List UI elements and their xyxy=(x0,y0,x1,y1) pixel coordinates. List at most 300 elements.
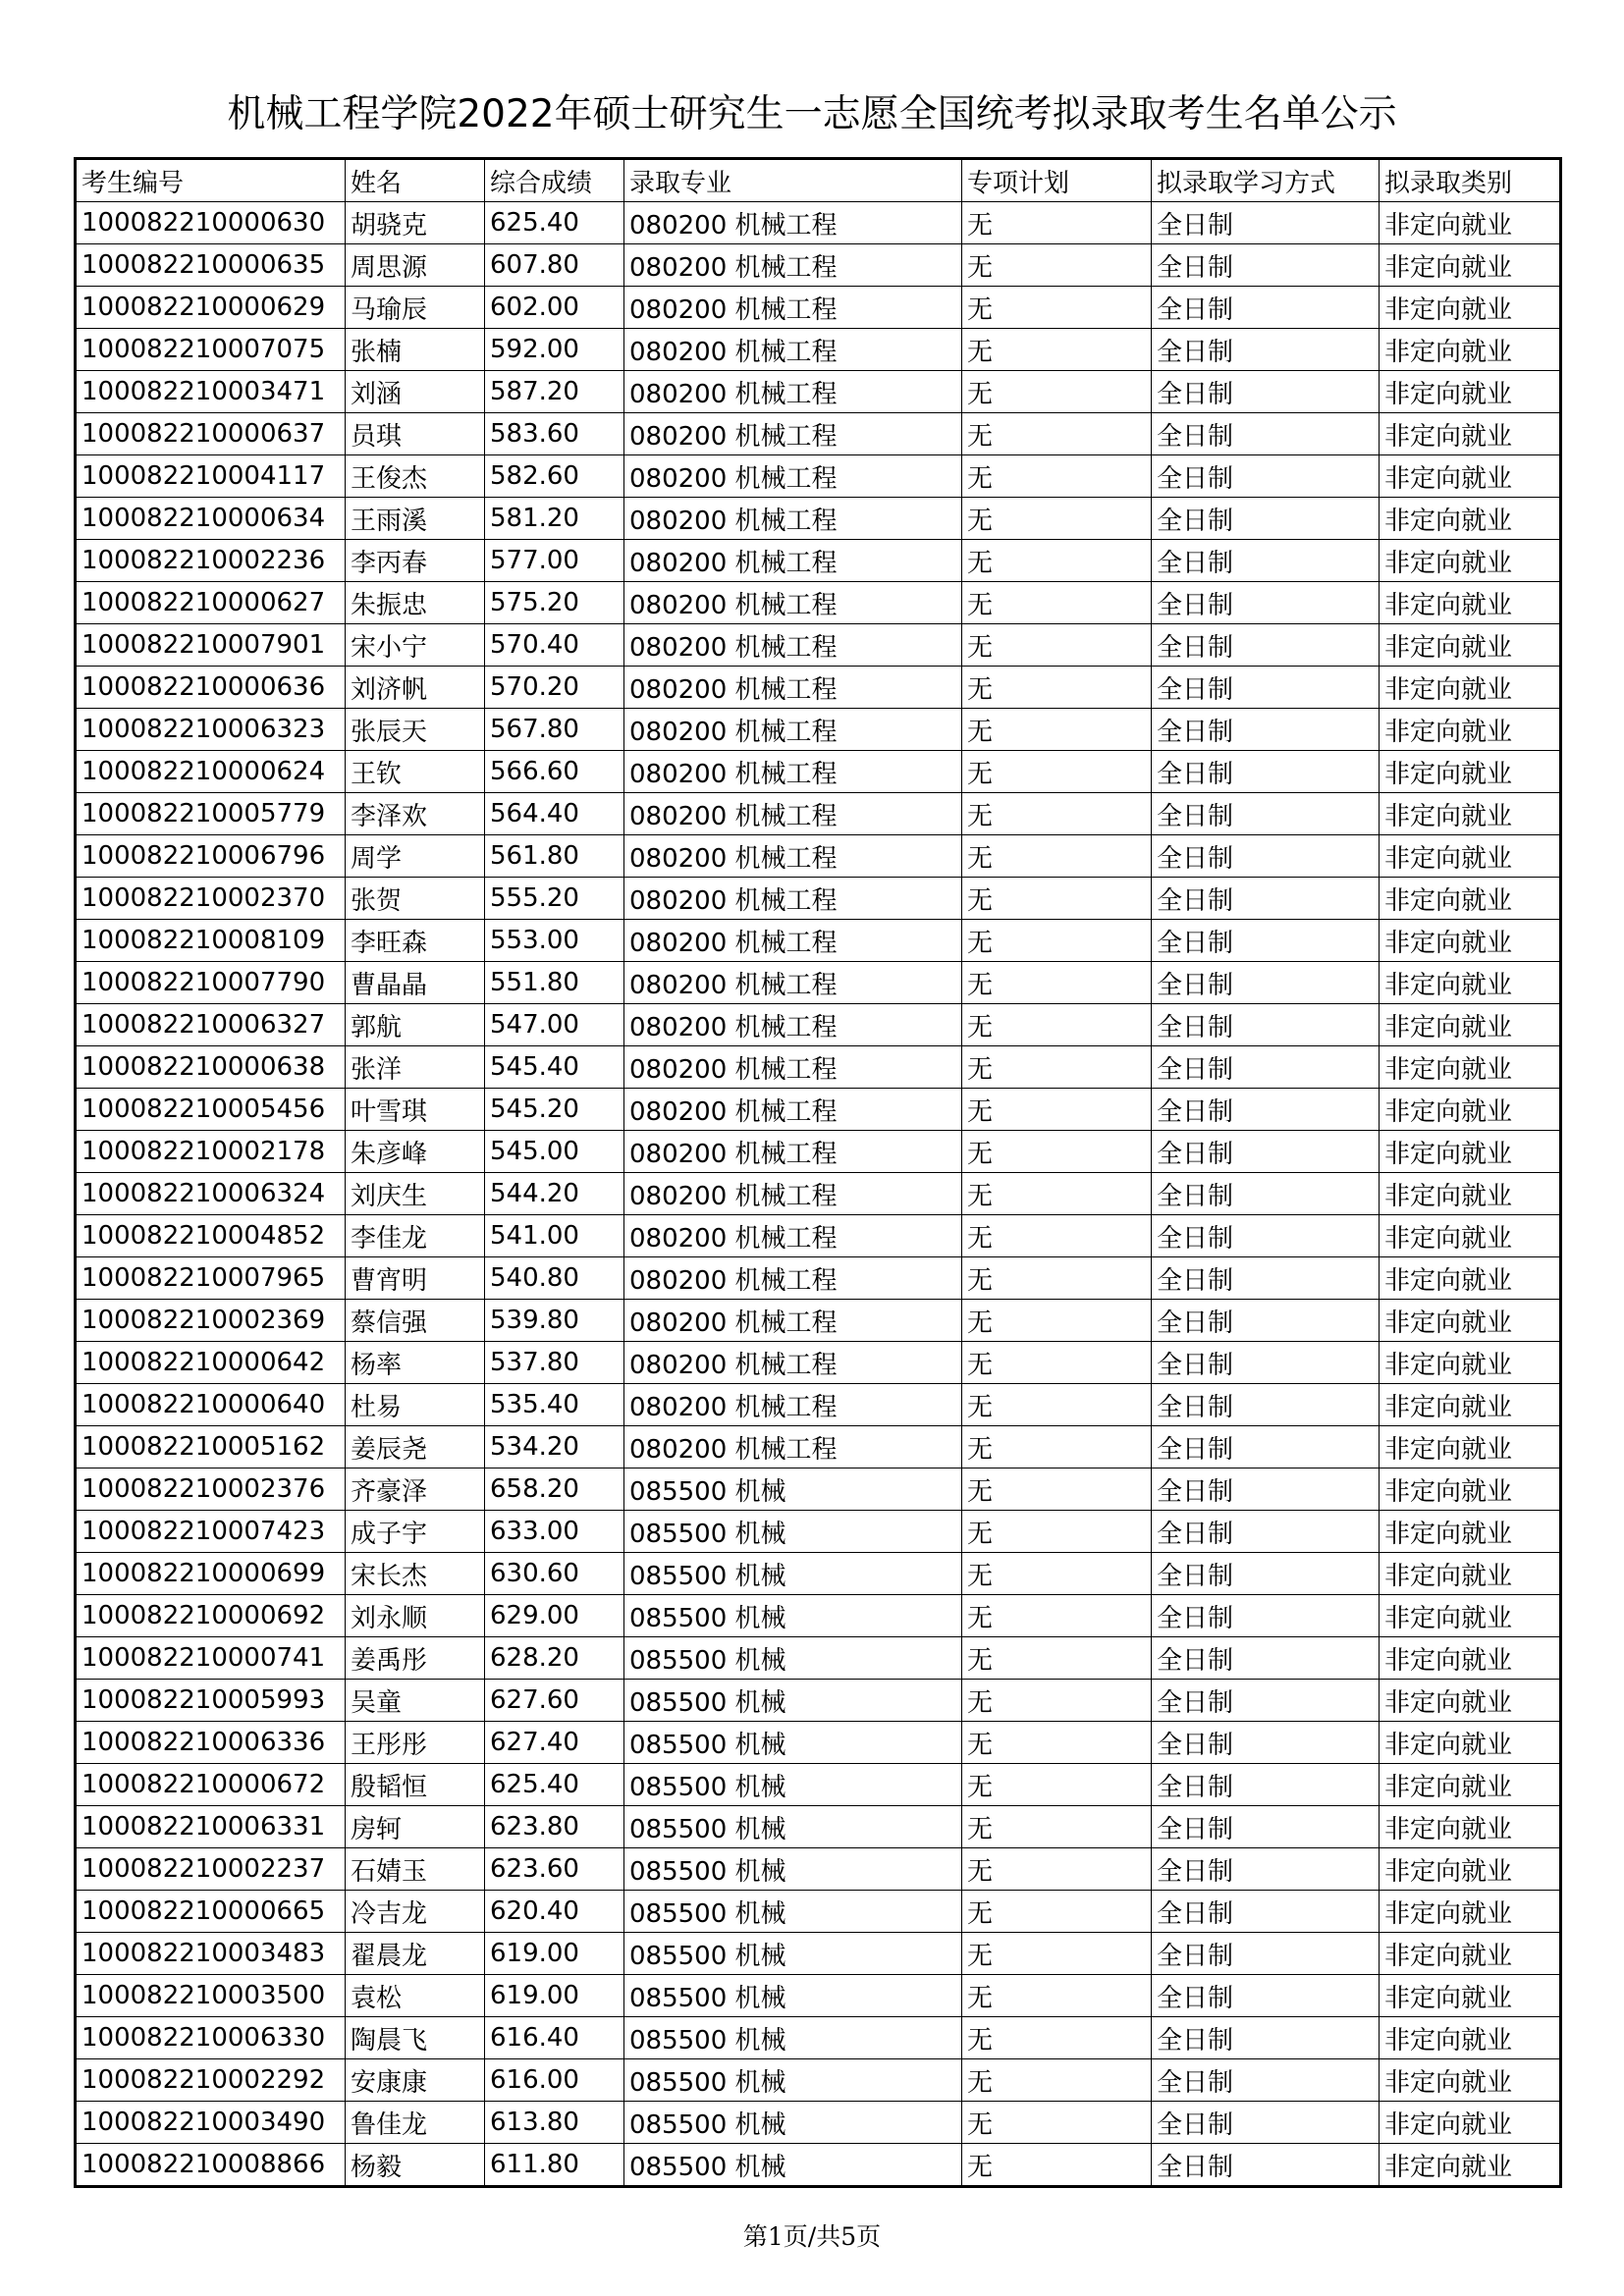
cell-name: 张楠 xyxy=(346,329,485,371)
cell-total-score: 545.20 xyxy=(485,1089,624,1131)
cell-admission-category: 非定向就业 xyxy=(1380,793,1561,835)
cell-study-mode: 全日制 xyxy=(1152,624,1380,667)
cell-major: 080200 机械工程 xyxy=(624,287,962,329)
cell-major: 080200 机械工程 xyxy=(624,1257,962,1300)
table-row xyxy=(76,1046,1561,1089)
cell-name: 王雨溪 xyxy=(346,498,485,540)
cell-study-mode: 全日制 xyxy=(1152,2144,1380,2187)
table-row xyxy=(76,1975,1561,2017)
cell-major: 085500 机械 xyxy=(624,1637,962,1680)
cell-admission-category: 非定向就业 xyxy=(1380,244,1561,287)
cell-candidate-id: 100082210007790 xyxy=(76,962,346,1004)
table-header-row xyxy=(76,159,1561,202)
cell-special-plan: 无 xyxy=(962,1806,1152,1848)
cell-name: 刘涵 xyxy=(346,371,485,413)
cell-admission-category: 非定向就业 xyxy=(1380,667,1561,709)
cell-name: 员琪 xyxy=(346,413,485,455)
table-row xyxy=(76,2017,1561,2059)
table-row xyxy=(76,667,1561,709)
cell-candidate-id: 100082210000672 xyxy=(76,1764,346,1806)
cell-major: 080200 机械工程 xyxy=(624,624,962,667)
cell-major: 080200 机械工程 xyxy=(624,1300,962,1342)
table-row xyxy=(76,709,1561,751)
cell-name: 曹晶晶 xyxy=(346,962,485,1004)
table-row xyxy=(76,1891,1561,1933)
cell-special-plan: 无 xyxy=(962,2102,1152,2144)
cell-candidate-id: 100082210000665 xyxy=(76,1891,346,1933)
cell-total-score: 658.20 xyxy=(485,1468,624,1511)
cell-candidate-id: 100082210002376 xyxy=(76,1468,346,1511)
cell-total-score: 577.00 xyxy=(485,540,624,582)
cell-special-plan: 无 xyxy=(962,1173,1152,1215)
table-row xyxy=(76,962,1561,1004)
column-header-candidate-id: 考生编号 xyxy=(76,159,346,202)
cell-special-plan: 无 xyxy=(962,667,1152,709)
cell-name: 王俊杰 xyxy=(346,455,485,498)
cell-special-plan: 无 xyxy=(962,244,1152,287)
cell-total-score: 545.00 xyxy=(485,1131,624,1173)
cell-special-plan: 无 xyxy=(962,878,1152,920)
cell-candidate-id: 100082210003483 xyxy=(76,1933,346,1975)
cell-total-score: 619.00 xyxy=(485,1933,624,1975)
cell-total-score: 566.60 xyxy=(485,751,624,793)
cell-special-plan: 无 xyxy=(962,1468,1152,1511)
cell-total-score: 570.20 xyxy=(485,667,624,709)
cell-admission-category: 非定向就业 xyxy=(1380,1046,1561,1089)
cell-special-plan: 无 xyxy=(962,1257,1152,1300)
cell-total-score: 537.80 xyxy=(485,1342,624,1384)
cell-special-plan: 无 xyxy=(962,2059,1152,2102)
cell-admission-category: 非定向就业 xyxy=(1380,287,1561,329)
cell-name: 殷韬恒 xyxy=(346,1764,485,1806)
cell-admission-category: 非定向就业 xyxy=(1380,1975,1561,2017)
cell-study-mode: 全日制 xyxy=(1152,1257,1380,1300)
cell-name: 陶晨飞 xyxy=(346,2017,485,2059)
cell-special-plan: 无 xyxy=(962,1553,1152,1595)
cell-candidate-id: 100082210002236 xyxy=(76,540,346,582)
cell-name: 叶雪琪 xyxy=(346,1089,485,1131)
cell-total-score: 616.00 xyxy=(485,2059,624,2102)
cell-candidate-id: 100082210000692 xyxy=(76,1595,346,1637)
table-row xyxy=(76,1511,1561,1553)
cell-special-plan: 无 xyxy=(962,413,1152,455)
cell-special-plan: 无 xyxy=(962,329,1152,371)
table-row xyxy=(76,624,1561,667)
cell-study-mode: 全日制 xyxy=(1152,1764,1380,1806)
cell-study-mode: 全日制 xyxy=(1152,920,1380,962)
cell-total-score: 587.20 xyxy=(485,371,624,413)
cell-study-mode: 全日制 xyxy=(1152,1891,1380,1933)
cell-major: 080200 机械工程 xyxy=(624,920,962,962)
cell-name: 郭航 xyxy=(346,1004,485,1046)
cell-admission-category: 非定向就业 xyxy=(1380,1426,1561,1468)
table-row xyxy=(76,2102,1561,2144)
cell-admission-category: 非定向就业 xyxy=(1380,498,1561,540)
cell-major: 080200 机械工程 xyxy=(624,329,962,371)
cell-total-score: 564.40 xyxy=(485,793,624,835)
cell-total-score: 616.40 xyxy=(485,2017,624,2059)
cell-name: 周思源 xyxy=(346,244,485,287)
cell-major: 085500 机械 xyxy=(624,2017,962,2059)
cell-candidate-id: 100082210000638 xyxy=(76,1046,346,1089)
cell-candidate-id: 100082210003490 xyxy=(76,2102,346,2144)
cell-candidate-id: 100082210006324 xyxy=(76,1173,346,1215)
table-row xyxy=(76,582,1561,624)
cell-major: 080200 机械工程 xyxy=(624,413,962,455)
cell-major: 080200 机械工程 xyxy=(624,1426,962,1468)
cell-major: 080200 机械工程 xyxy=(624,1131,962,1173)
cell-special-plan: 无 xyxy=(962,1933,1152,1975)
cell-study-mode: 全日制 xyxy=(1152,1722,1380,1764)
cell-name: 李泽欢 xyxy=(346,793,485,835)
table-row xyxy=(76,920,1561,962)
cell-study-mode: 全日制 xyxy=(1152,582,1380,624)
cell-candidate-id: 100082210005993 xyxy=(76,1680,346,1722)
cell-candidate-id: 100082210000642 xyxy=(76,1342,346,1384)
cell-study-mode: 全日制 xyxy=(1152,1384,1380,1426)
page-number: 第1页/共5页 xyxy=(742,2222,882,2251)
cell-name: 杨率 xyxy=(346,1342,485,1384)
column-header-admission-category: 拟录取类别 xyxy=(1380,159,1561,202)
cell-major: 080200 机械工程 xyxy=(624,1342,962,1384)
column-header-total-score: 综合成绩 xyxy=(485,159,624,202)
cell-total-score: 633.00 xyxy=(485,1511,624,1553)
cell-total-score: 539.80 xyxy=(485,1300,624,1342)
cell-special-plan: 无 xyxy=(962,1764,1152,1806)
cell-candidate-id: 100082210004117 xyxy=(76,455,346,498)
cell-admission-category: 非定向就业 xyxy=(1380,582,1561,624)
table-row xyxy=(76,244,1561,287)
cell-study-mode: 全日制 xyxy=(1152,1468,1380,1511)
cell-total-score: 553.00 xyxy=(485,920,624,962)
cell-study-mode: 全日制 xyxy=(1152,1553,1380,1595)
cell-major: 085500 机械 xyxy=(624,2059,962,2102)
cell-name: 安康康 xyxy=(346,2059,485,2102)
cell-admission-category: 非定向就业 xyxy=(1380,413,1561,455)
cell-total-score: 547.00 xyxy=(485,1004,624,1046)
cell-special-plan: 无 xyxy=(962,962,1152,1004)
table-row xyxy=(76,202,1561,244)
cell-study-mode: 全日制 xyxy=(1152,329,1380,371)
cell-total-score: 602.00 xyxy=(485,287,624,329)
cell-special-plan: 无 xyxy=(962,540,1152,582)
cell-name: 刘济帆 xyxy=(346,667,485,709)
table-row xyxy=(76,878,1561,920)
cell-special-plan: 无 xyxy=(962,498,1152,540)
cell-name: 石婧玉 xyxy=(346,1848,485,1891)
cell-admission-category: 非定向就业 xyxy=(1380,2017,1561,2059)
cell-special-plan: 无 xyxy=(962,1595,1152,1637)
cell-study-mode: 全日制 xyxy=(1152,751,1380,793)
cell-name: 杜易 xyxy=(346,1384,485,1426)
cell-admission-category: 非定向就业 xyxy=(1380,962,1561,1004)
cell-total-score: 620.40 xyxy=(485,1891,624,1933)
cell-special-plan: 无 xyxy=(962,202,1152,244)
cell-study-mode: 全日制 xyxy=(1152,1300,1380,1342)
table-row xyxy=(76,1933,1561,1975)
admission-list-table xyxy=(74,157,1562,2188)
table-row xyxy=(76,835,1561,878)
cell-name: 蔡信强 xyxy=(346,1300,485,1342)
cell-admission-category: 非定向就业 xyxy=(1380,1215,1561,1257)
cell-total-score: 619.00 xyxy=(485,1975,624,2017)
cell-study-mode: 全日制 xyxy=(1152,455,1380,498)
cell-name: 周学 xyxy=(346,835,485,878)
cell-study-mode: 全日制 xyxy=(1152,709,1380,751)
cell-candidate-id: 100082210000699 xyxy=(76,1553,346,1595)
cell-name: 宋长杰 xyxy=(346,1553,485,1595)
table-body xyxy=(76,202,1561,2187)
cell-candidate-id: 100082210006323 xyxy=(76,709,346,751)
cell-total-score: 611.80 xyxy=(485,2144,624,2187)
cell-study-mode: 全日制 xyxy=(1152,371,1380,413)
cell-admission-category: 非定向就业 xyxy=(1380,1173,1561,1215)
table-row xyxy=(76,1384,1561,1426)
table-row xyxy=(76,1468,1561,1511)
cell-study-mode: 全日制 xyxy=(1152,287,1380,329)
cell-major: 080200 机械工程 xyxy=(624,667,962,709)
cell-major: 080200 机械工程 xyxy=(624,498,962,540)
cell-name: 成子宇 xyxy=(346,1511,485,1553)
cell-admission-category: 非定向就业 xyxy=(1380,1300,1561,1342)
cell-admission-category: 非定向就业 xyxy=(1380,455,1561,498)
cell-special-plan: 无 xyxy=(962,709,1152,751)
cell-total-score: 628.20 xyxy=(485,1637,624,1680)
cell-study-mode: 全日制 xyxy=(1152,202,1380,244)
cell-admission-category: 非定向就业 xyxy=(1380,624,1561,667)
cell-special-plan: 无 xyxy=(962,1131,1152,1173)
cell-study-mode: 全日制 xyxy=(1152,1089,1380,1131)
cell-admission-category: 非定向就业 xyxy=(1380,1637,1561,1680)
cell-study-mode: 全日制 xyxy=(1152,498,1380,540)
cell-total-score: 623.80 xyxy=(485,1806,624,1848)
cell-total-score: 625.40 xyxy=(485,202,624,244)
cell-study-mode: 全日制 xyxy=(1152,1595,1380,1637)
cell-study-mode: 全日制 xyxy=(1152,1342,1380,1384)
cell-admission-category: 非定向就业 xyxy=(1380,1722,1561,1764)
cell-special-plan: 无 xyxy=(962,1848,1152,1891)
cell-major: 080200 机械工程 xyxy=(624,540,962,582)
cell-name: 李佳龙 xyxy=(346,1215,485,1257)
cell-name: 马瑜辰 xyxy=(346,287,485,329)
cell-admission-category: 非定向就业 xyxy=(1380,2144,1561,2187)
cell-name: 王钦 xyxy=(346,751,485,793)
cell-name: 袁松 xyxy=(346,1975,485,2017)
cell-special-plan: 无 xyxy=(962,371,1152,413)
cell-candidate-id: 100082210003500 xyxy=(76,1975,346,2017)
table-row xyxy=(76,793,1561,835)
cell-admission-category: 非定向就业 xyxy=(1380,709,1561,751)
cell-admission-category: 非定向就业 xyxy=(1380,1806,1561,1848)
cell-candidate-id: 100082210002369 xyxy=(76,1300,346,1342)
cell-study-mode: 全日制 xyxy=(1152,2059,1380,2102)
cell-candidate-id: 100082210008109 xyxy=(76,920,346,962)
cell-name: 刘永顺 xyxy=(346,1595,485,1637)
cell-major: 080200 机械工程 xyxy=(624,1046,962,1089)
cell-admission-category: 非定向就业 xyxy=(1380,1764,1561,1806)
cell-major: 080200 机械工程 xyxy=(624,1004,962,1046)
cell-total-score: 581.20 xyxy=(485,498,624,540)
cell-candidate-id: 100082210007965 xyxy=(76,1257,346,1300)
cell-candidate-id: 100082210005779 xyxy=(76,793,346,835)
cell-name: 胡骁克 xyxy=(346,202,485,244)
cell-major: 085500 机械 xyxy=(624,1975,962,2017)
cell-special-plan: 无 xyxy=(962,582,1152,624)
cell-special-plan: 无 xyxy=(962,1637,1152,1680)
cell-study-mode: 全日制 xyxy=(1152,2017,1380,2059)
cell-special-plan: 无 xyxy=(962,1089,1152,1131)
cell-admission-category: 非定向就业 xyxy=(1380,1680,1561,1722)
cell-major: 085500 机械 xyxy=(624,1595,962,1637)
cell-special-plan: 无 xyxy=(962,751,1152,793)
cell-study-mode: 全日制 xyxy=(1152,1004,1380,1046)
cell-major: 080200 机械工程 xyxy=(624,371,962,413)
cell-major: 080200 机械工程 xyxy=(624,244,962,287)
cell-special-plan: 无 xyxy=(962,1891,1152,1933)
cell-major: 085500 机械 xyxy=(624,1511,962,1553)
cell-total-score: 534.20 xyxy=(485,1426,624,1468)
cell-major: 085500 机械 xyxy=(624,1722,962,1764)
cell-candidate-id: 100082210000640 xyxy=(76,1384,346,1426)
cell-name: 姜禹彤 xyxy=(346,1637,485,1680)
cell-admission-category: 非定向就业 xyxy=(1380,1891,1561,1933)
cell-study-mode: 全日制 xyxy=(1152,1173,1380,1215)
cell-study-mode: 全日制 xyxy=(1152,835,1380,878)
cell-special-plan: 无 xyxy=(962,1384,1152,1426)
cell-candidate-id: 100082210005162 xyxy=(76,1426,346,1468)
cell-total-score: 561.80 xyxy=(485,835,624,878)
cell-study-mode: 全日制 xyxy=(1152,878,1380,920)
cell-name: 李丙春 xyxy=(346,540,485,582)
table-row xyxy=(76,1089,1561,1131)
cell-special-plan: 无 xyxy=(962,1426,1152,1468)
cell-special-plan: 无 xyxy=(962,2144,1152,2187)
cell-name: 曹宵明 xyxy=(346,1257,485,1300)
cell-special-plan: 无 xyxy=(962,1046,1152,1089)
table-row xyxy=(76,413,1561,455)
cell-admission-category: 非定向就业 xyxy=(1380,920,1561,962)
cell-major: 085500 机械 xyxy=(624,1848,962,1891)
cell-special-plan: 无 xyxy=(962,624,1152,667)
cell-study-mode: 全日制 xyxy=(1152,1806,1380,1848)
table-row xyxy=(76,287,1561,329)
cell-admission-category: 非定向就业 xyxy=(1380,751,1561,793)
cell-candidate-id: 100082210000637 xyxy=(76,413,346,455)
table-row xyxy=(76,2144,1561,2187)
cell-special-plan: 无 xyxy=(962,1004,1152,1046)
table-row xyxy=(76,371,1561,413)
cell-admission-category: 非定向就业 xyxy=(1380,835,1561,878)
cell-name: 杨毅 xyxy=(346,2144,485,2187)
cell-admission-category: 非定向就业 xyxy=(1380,1342,1561,1384)
cell-candidate-id: 100082210006331 xyxy=(76,1806,346,1848)
cell-admission-category: 非定向就业 xyxy=(1380,202,1561,244)
cell-major: 080200 机械工程 xyxy=(624,793,962,835)
cell-study-mode: 全日制 xyxy=(1152,2102,1380,2144)
cell-candidate-id: 100082210007075 xyxy=(76,329,346,371)
cell-name: 刘庆生 xyxy=(346,1173,485,1215)
cell-candidate-id: 100082210007423 xyxy=(76,1511,346,1553)
cell-major: 080200 机械工程 xyxy=(624,962,962,1004)
cell-admission-category: 非定向就业 xyxy=(1380,1004,1561,1046)
cell-admission-category: 非定向就业 xyxy=(1380,329,1561,371)
cell-major: 085500 机械 xyxy=(624,1764,962,1806)
cell-study-mode: 全日制 xyxy=(1152,1637,1380,1680)
cell-candidate-id: 100082210000630 xyxy=(76,202,346,244)
cell-major: 080200 机械工程 xyxy=(624,751,962,793)
cell-total-score: 607.80 xyxy=(485,244,624,287)
cell-candidate-id: 100082210002178 xyxy=(76,1131,346,1173)
cell-total-score: 629.00 xyxy=(485,1595,624,1637)
cell-study-mode: 全日制 xyxy=(1152,793,1380,835)
cell-candidate-id: 100082210007901 xyxy=(76,624,346,667)
cell-special-plan: 无 xyxy=(962,1680,1152,1722)
cell-special-plan: 无 xyxy=(962,455,1152,498)
cell-study-mode: 全日制 xyxy=(1152,1680,1380,1722)
cell-name: 翟晨龙 xyxy=(346,1933,485,1975)
cell-special-plan: 无 xyxy=(962,1342,1152,1384)
cell-admission-category: 非定向就业 xyxy=(1380,1131,1561,1173)
cell-major: 080200 机械工程 xyxy=(624,1384,962,1426)
cell-name: 姜辰尧 xyxy=(346,1426,485,1468)
cell-admission-category: 非定向就业 xyxy=(1380,2059,1561,2102)
cell-total-score: 555.20 xyxy=(485,878,624,920)
table-row xyxy=(76,1764,1561,1806)
column-header-special-plan: 专项计划 xyxy=(962,159,1152,202)
cell-total-score: 570.40 xyxy=(485,624,624,667)
table-row xyxy=(76,1426,1561,1468)
cell-study-mode: 全日制 xyxy=(1152,244,1380,287)
cell-name: 张洋 xyxy=(346,1046,485,1089)
cell-major: 085500 机械 xyxy=(624,1806,962,1848)
cell-total-score: 592.00 xyxy=(485,329,624,371)
cell-candidate-id: 100082210006327 xyxy=(76,1004,346,1046)
cell-candidate-id: 100082210000627 xyxy=(76,582,346,624)
cell-admission-category: 非定向就业 xyxy=(1380,1511,1561,1553)
cell-study-mode: 全日制 xyxy=(1152,1975,1380,2017)
cell-name: 张贺 xyxy=(346,878,485,920)
cell-special-plan: 无 xyxy=(962,1975,1152,2017)
table-row xyxy=(76,1257,1561,1300)
cell-name: 齐豪泽 xyxy=(346,1468,485,1511)
table-row xyxy=(76,455,1561,498)
cell-candidate-id: 100082210002292 xyxy=(76,2059,346,2102)
cell-total-score: 541.00 xyxy=(485,1215,624,1257)
column-header-major: 录取专业 xyxy=(624,159,962,202)
cell-name: 房轲 xyxy=(346,1806,485,1848)
cell-candidate-id: 100082210005456 xyxy=(76,1089,346,1131)
cell-name: 宋小宁 xyxy=(346,624,485,667)
cell-study-mode: 全日制 xyxy=(1152,1848,1380,1891)
cell-total-score: 535.40 xyxy=(485,1384,624,1426)
cell-total-score: 627.60 xyxy=(485,1680,624,1722)
table-row xyxy=(76,1553,1561,1595)
table-row xyxy=(76,1215,1561,1257)
cell-name: 张辰天 xyxy=(346,709,485,751)
table-row xyxy=(76,1806,1561,1848)
cell-major: 085500 机械 xyxy=(624,2144,962,2187)
cell-name: 朱振忠 xyxy=(346,582,485,624)
table-row xyxy=(76,1848,1561,1891)
cell-special-plan: 无 xyxy=(962,1215,1152,1257)
cell-candidate-id: 100082210006796 xyxy=(76,835,346,878)
cell-study-mode: 全日制 xyxy=(1152,1933,1380,1975)
cell-total-score: 567.80 xyxy=(485,709,624,751)
cell-name: 鲁佳龙 xyxy=(346,2102,485,2144)
table-row xyxy=(76,1595,1561,1637)
table-row xyxy=(76,1342,1561,1384)
cell-special-plan: 无 xyxy=(962,2017,1152,2059)
